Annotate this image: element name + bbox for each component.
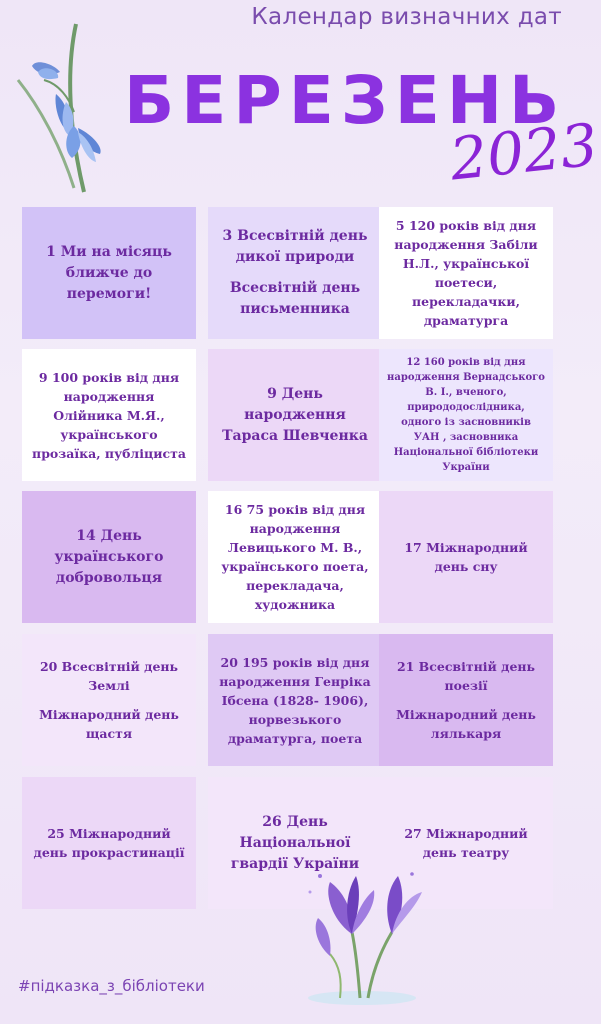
tile-march-17	[379, 491, 553, 623]
tile-march-14	[22, 491, 196, 623]
tile-march-20-earth	[22, 634, 196, 766]
tile-text: Міжнародний день лялькаря	[396, 707, 536, 741]
tile-march-1	[22, 207, 196, 339]
month-title: БЕРЕЗЕНЬ	[124, 62, 567, 139]
tile-text: 12 160 років від дня народження Вернадського В. І., вченого, природодослідника, одного із засновників УАН , засновника Національної бібліотеки України	[387, 357, 545, 473]
tile-march-25	[22, 777, 196, 909]
tile-text: 9 День народження Тараса Шевченка	[222, 385, 368, 444]
tile-text: 17 Міжнародний день сну	[404, 540, 528, 574]
tile-text: 26 День Національної гвардії України	[230, 813, 360, 872]
tile-march-16	[208, 491, 382, 623]
crocus-flower-icon	[300, 862, 430, 1008]
tile-text: 9 100 років від дня народження Олійника М.Я., українського прозаїка, публіциста	[32, 369, 186, 461]
tile-march-20-ibsen	[208, 634, 382, 766]
hashtag: #підказка_з_бібліотеки	[18, 977, 205, 995]
tile-text: 25 Міжнародний день прокрастинації	[33, 826, 185, 860]
tile-text: Міжнародний день щастя	[39, 707, 179, 741]
tile-march-9-olijnyk	[22, 349, 196, 481]
tile-text: 20 Всесвітній день Землі	[39, 659, 179, 693]
tile-text: 1 Ми на місяць ближче до перемоги!	[46, 243, 172, 302]
tile-march-12	[379, 349, 553, 481]
tile-march-5	[379, 207, 553, 339]
tile-text: 3 Всесвітній день дикої природи	[222, 228, 368, 265]
tile-march-9-shevchenko	[208, 349, 382, 481]
tile-text: Всесвітній день письменника	[229, 280, 361, 317]
tile-text: 27 Міжнародний день театру	[404, 826, 528, 860]
tile-march-3	[208, 207, 382, 339]
tile-text: 16 75 років від дня народження Левицького М. В., українського поета, перекладача, художника	[221, 502, 369, 612]
year: 2023	[446, 110, 601, 194]
tile-text: 14 День українського добровольця	[54, 527, 164, 586]
subtitle: Календар визначних дат	[251, 4, 562, 30]
tile-march-21	[379, 634, 553, 766]
tile-text: 20 195 років від дня народження Генріка Ібсена (1828- 1906), норвезького драматурга, поета	[219, 654, 371, 746]
tile-text: 5 120 років від дня народження Забіли Н.Л., української поетеси, перекладачки, драматурга	[394, 218, 538, 328]
tile-text: 21 Всесвітній день поезії	[396, 659, 536, 693]
snowdrop-flower-icon	[14, 20, 124, 200]
